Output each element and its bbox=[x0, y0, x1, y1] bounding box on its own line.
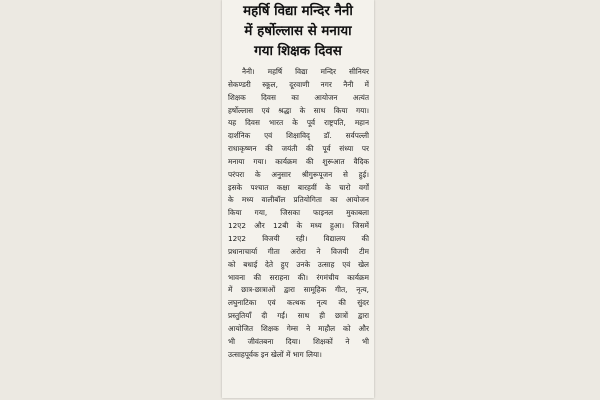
body-line: किया गया, जिसका फाइनल मुकाबला bbox=[228, 208, 369, 218]
body-line: के मध्य वालीबॉल प्रतियोगिता का आयोजन bbox=[228, 195, 369, 205]
body-line: लघुनाटिका एवं कत्थक नृत्य की सुंदर bbox=[228, 298, 369, 308]
headline bbox=[226, 2, 370, 62]
body-line: में छात्र-छात्राओं द्वारा सामूहिक गीत, नृत्य, bbox=[228, 285, 369, 295]
body-line: को बधाई देते हुए उनके उत्साह एवं खेल bbox=[228, 259, 369, 269]
body-line: नैनी। महर्षि विद्या मन्दिर सीनियर bbox=[242, 67, 369, 76]
body-line: इसके पश्चात कक्षा बारहवीं के चारो वर्गों bbox=[228, 182, 369, 192]
body-line: 12ए2 विजयी रही। विद्यालय की bbox=[228, 233, 369, 243]
article-body bbox=[228, 66, 369, 361]
headline-line-1: महर्षि विद्या मन्दिर नैनी bbox=[243, 4, 353, 19]
body-line: भावना की सराहना की। रंगमंचीय कार्यक्रम bbox=[228, 272, 369, 282]
body-line: शिक्षक दिवस का आयोजन अत्यंत bbox=[228, 92, 369, 102]
body-line: भी जीवंतबना दिया। शिक्षकों ने भी bbox=[228, 336, 369, 346]
body-line: हर्षोल्लास एवं श्रद्धा के साथ किया गया। bbox=[228, 105, 369, 115]
headline-line-2: में हर्षोल्लास से मनाया bbox=[244, 24, 352, 39]
body-line: प्रस्तुतियाँ दी गईं। साथ ही छात्रों द्वारा bbox=[228, 311, 369, 321]
body-line: यह दिवस भारत के पूर्व राष्ट्रपति, महान bbox=[228, 118, 369, 128]
body-line: राधाकृष्णन की जयंती की पूर्व संध्या पर bbox=[228, 144, 369, 154]
body-line: परंपरा के अनुसार श्रीगुरूपूजन से हुई। bbox=[228, 169, 369, 179]
newspaper-clipping bbox=[222, 0, 374, 398]
headline-line-3: गया शिक्षक दिवस bbox=[254, 44, 342, 59]
body-line: 12ए2 और 12बी के मध्य हुआ। जिसमें bbox=[228, 221, 369, 231]
body-line: सेकण्डरी स्कूल, दूरवाणी नगर नैनी में bbox=[228, 79, 369, 89]
body-line: प्रधानाचार्या गीता अरोरा ने विजयी टीम bbox=[228, 246, 369, 256]
body-line: आयोजित शिक्षक गेम्स ने माहौल को और bbox=[228, 323, 369, 333]
body-line: दार्शनिक एवं शिक्षाविद् डॉ. सर्वपल्ली bbox=[228, 131, 369, 141]
body-line: उत्साहपूर्वक इन खेलों में भाग लिया। bbox=[228, 349, 322, 359]
body-line: मनाया गया। कार्यक्रम की शुरूआत वैदिक bbox=[228, 156, 369, 166]
